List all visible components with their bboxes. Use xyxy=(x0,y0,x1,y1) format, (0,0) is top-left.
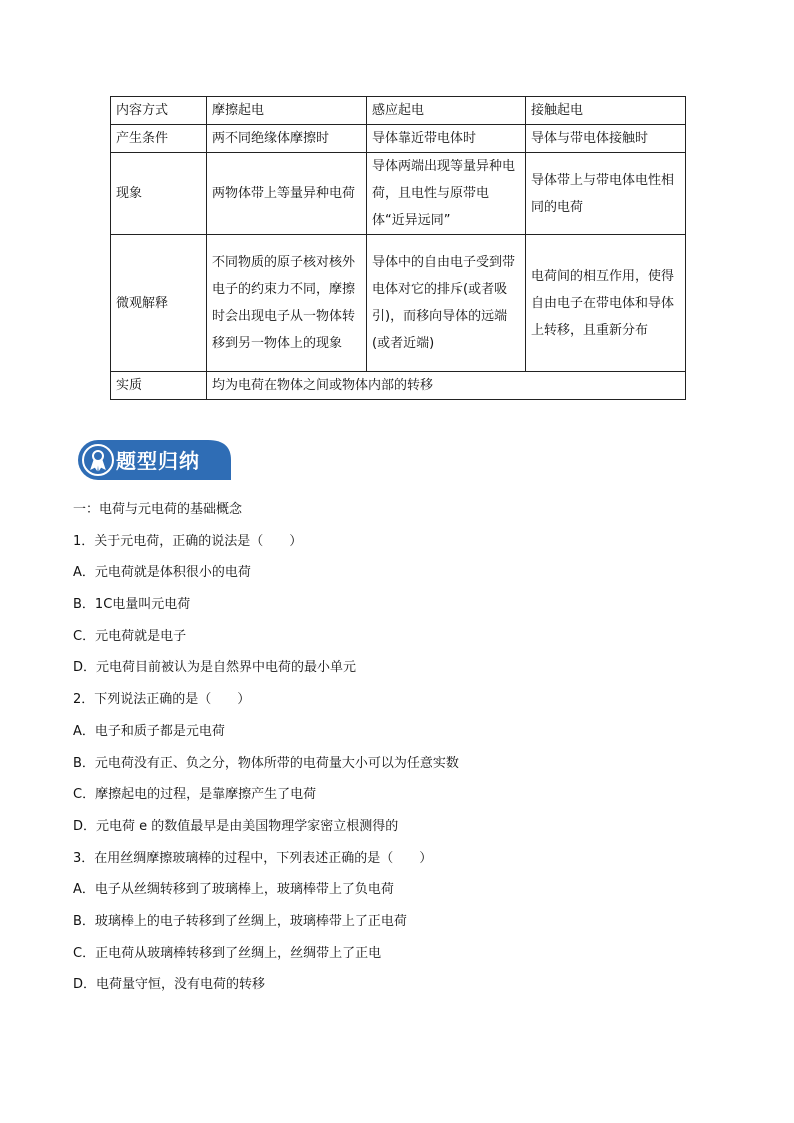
comparison-table xyxy=(110,96,686,400)
question-stem: 3．在用丝绸摩擦玻璃棒的过程中，下列表述正确的是（ ） xyxy=(73,850,433,866)
table-cell: 两物体带上等量异种电荷 xyxy=(207,153,367,235)
table-row xyxy=(111,372,686,400)
question-option: C．正电荷从玻璃棒转移到了丝绸上，丝绸带上了正电 xyxy=(73,945,382,961)
header-cell: 接触起电 xyxy=(526,97,686,125)
question-option: B．玻璃棒上的电子转移到了丝绸上，玻璃棒带上了正电荷 xyxy=(73,913,407,929)
section-title: 题型归纳 xyxy=(116,449,200,473)
table-row xyxy=(111,125,686,153)
table-cell: 导体与带电体接触时 xyxy=(526,125,686,153)
question-option: D．元电荷目前被认为是自然界中电荷的最小单元 xyxy=(73,660,357,676)
question-option: A．电子从丝绸转移到了玻璃棒上，玻璃棒带上了负电荷 xyxy=(73,882,394,898)
question-option: D．元电荷 e 的数值最早是由美国物理学家密立根测得的 xyxy=(73,818,399,834)
header-cell: 内容方式 xyxy=(111,97,207,125)
question-stem: 1．关于元电荷，正确的说法是（ ） xyxy=(73,533,303,549)
table-header-row xyxy=(111,97,686,125)
table-cell: 电荷间的相互作用，使得自由电子在带电体和导体上转移，且重新分布 xyxy=(526,235,686,372)
header-cell: 感应起电 xyxy=(367,97,526,125)
table-cell-merged: 均为电荷在物体之间或物体内部的转移 xyxy=(207,372,686,400)
question-option: A．电子和质子都是元电荷 xyxy=(73,723,225,739)
row-label: 微观解释 xyxy=(111,235,207,372)
table-cell: 导体两端出现等量异种电荷，且电性与原带电体“近异远同” xyxy=(367,153,526,235)
question-option: A．元电荷就是体积很小的电荷 xyxy=(73,565,251,581)
question-option: C．元电荷就是电子 xyxy=(73,628,187,644)
question-option: B．元电荷没有正、负之分，物体所带的电荷量大小可以为任意实数 xyxy=(73,755,459,771)
table-cell: 导体靠近带电体时 xyxy=(367,125,526,153)
table-row xyxy=(111,235,686,372)
section-badge xyxy=(78,440,231,480)
row-label: 实质 xyxy=(111,372,207,400)
table-cell: 两不同绝缘体摩擦时 xyxy=(207,125,367,153)
row-label: 产生条件 xyxy=(111,125,207,153)
question-option: C．摩擦起电的过程，是靠摩擦产生了电荷 xyxy=(73,787,317,803)
table-row xyxy=(111,153,686,235)
header-cell: 摩擦起电 xyxy=(207,97,367,125)
table-cell: 导体中的自由电子受到带电体对它的排斥(或者吸引)，而移向导体的远端(或者近端) xyxy=(367,235,526,372)
question-list xyxy=(73,499,733,1006)
row-label: 现象 xyxy=(111,153,207,235)
table-cell: 不同物质的原子核对核外电子的约束力不同，摩擦时会出现电子从一物体转移到另一物体上的现象 xyxy=(207,235,367,372)
question-stem: 2．下列说法正确的是（ ） xyxy=(73,692,251,708)
question-option: D．电荷量守恒，没有电荷的转移 xyxy=(73,977,266,993)
table-cell: 导体带上与带电体电性相同的电荷 xyxy=(526,153,686,235)
question-option: B．1C电量叫元电荷 xyxy=(73,597,191,613)
section-subheading: 一：电荷与元电荷的基础概念 xyxy=(73,502,243,517)
